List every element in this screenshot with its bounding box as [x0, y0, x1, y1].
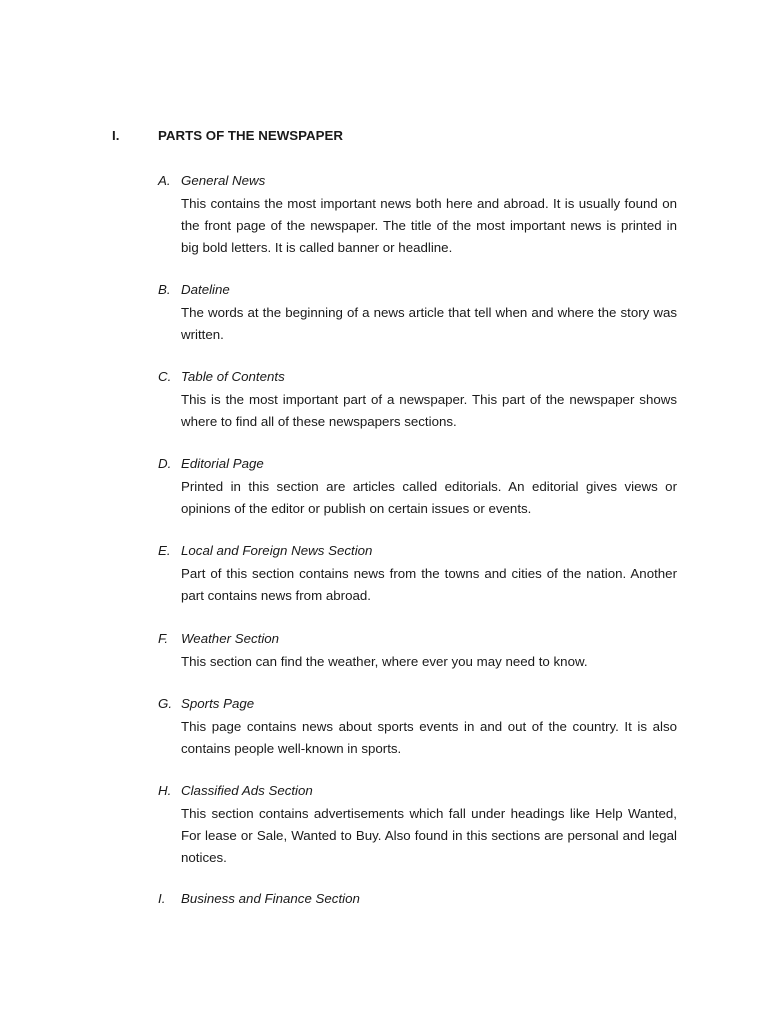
section-title: Weather Section	[181, 631, 280, 646]
section-title: General News	[181, 173, 266, 188]
section-header	[158, 781, 678, 801]
section-body: This section contains advertisements which fall under headings like Help Wanted, For lease or Sale, Wanted to Buy. Also found in this sections are personal and legal notices.	[181, 806, 677, 865]
section-header	[158, 541, 678, 561]
section-sports-page	[158, 694, 678, 760]
section-weather	[158, 629, 678, 673]
section-header	[158, 694, 678, 714]
section-heading	[112, 128, 672, 148]
section-table-of-contents	[158, 367, 678, 433]
section-letter: G.	[158, 696, 173, 711]
section-title: Classified Ads Section	[181, 783, 313, 798]
heading-title: PARTS OF THE NEWSPAPER	[158, 128, 343, 143]
section-title: Sports Page	[181, 696, 255, 711]
section-letter: F.	[158, 631, 169, 646]
section-title: Local and Foreign News Section	[181, 543, 373, 558]
section-letter: C.	[158, 369, 172, 384]
section-body: This section can find the weather, where ever you may need to know.	[181, 654, 588, 669]
section-letter: I.	[158, 891, 166, 906]
section-body: Part of this section contains news from the towns and cities of the nation. Another part contains news from abroad.	[181, 566, 677, 603]
section-letter: H.	[158, 783, 172, 798]
section-business-finance	[158, 889, 678, 909]
section-letter: D.	[158, 456, 172, 471]
section-classified-ads	[158, 781, 678, 868]
heading-numeral: I.	[112, 128, 120, 143]
section-title: Editorial Page	[181, 456, 264, 471]
section-letter: B.	[158, 282, 171, 297]
section-header	[158, 367, 678, 387]
section-body: Printed in this section are articles called editorials. An editorial gives views or opinions of the editor or publish on certain issues or events.	[181, 479, 677, 516]
section-title: Business and Finance Section	[181, 891, 360, 906]
section-local-foreign-news	[158, 541, 678, 607]
section-body: This contains the most important news both here and abroad. It is usually found on the front page of the newspaper. The title of the most important news is printed in big bold letters. It is called banner or headline.	[181, 196, 677, 255]
section-header	[158, 889, 678, 909]
section-body: This is the most important part of a newspaper. This part of the newspaper shows where to find all of these newspapers sections.	[181, 392, 677, 429]
section-title: Table of Contents	[181, 369, 285, 384]
section-dateline	[158, 280, 678, 346]
section-header	[158, 171, 678, 191]
section-editorial-page	[158, 454, 678, 520]
section-body: The words at the beginning of a news article that tell when and where the story was written.	[181, 305, 677, 342]
section-general-news	[158, 171, 678, 258]
section-body: This page contains news about sports events in and out of the country. It is also contains people well-known in sports.	[181, 719, 677, 756]
section-header	[158, 454, 678, 474]
section-header	[158, 280, 678, 300]
section-letter: E.	[158, 543, 171, 558]
section-letter: A.	[158, 173, 171, 188]
section-title: Dateline	[181, 282, 230, 297]
section-header	[158, 629, 678, 649]
